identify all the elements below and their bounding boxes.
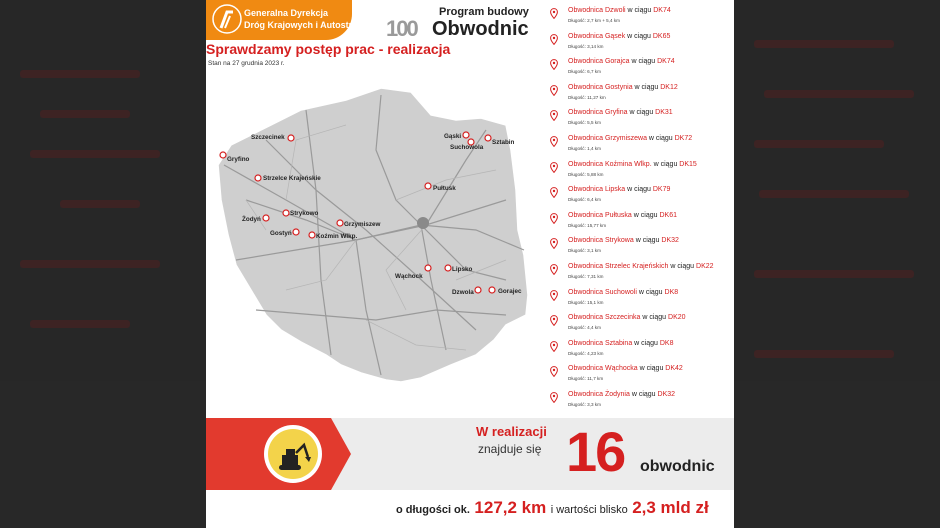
bypass-length: Długość: 7,31 km	[568, 273, 604, 279]
blurred-background-left	[0, 0, 206, 528]
bypass-title	[568, 84, 678, 91]
bypass-name: Obwodnica Lipska	[568, 186, 626, 194]
location-pin-icon	[550, 187, 558, 198]
svg-text:Lipsko: Lipsko	[452, 266, 473, 273]
list-item	[545, 337, 733, 363]
bypass-name: Obwodnica Grzymiszewa	[568, 134, 647, 142]
svg-text:Gostyń: Gostyń	[270, 230, 292, 237]
list-item	[545, 260, 733, 286]
bypass-length: Długość: 4,4 km	[568, 325, 601, 331]
list-item	[545, 311, 733, 337]
location-pin-icon	[550, 315, 558, 326]
bypass-name: Obwodnica Gąsek	[568, 32, 626, 40]
in-road-label: w ciągu	[627, 186, 651, 194]
program-logo	[386, 4, 536, 44]
road-number: DK79	[652, 186, 671, 194]
bypass-name: Obwodnica Pułtuska	[568, 211, 632, 219]
program-number: 100	[386, 16, 417, 41]
warsaw-marker	[417, 217, 429, 229]
bypass-name: Obwodnica Suchowoli	[568, 288, 637, 296]
list-item	[545, 388, 733, 414]
excavator-icon	[268, 429, 318, 479]
svg-text:Grzymiszew: Grzymiszew	[344, 221, 381, 228]
bypass-name: Obwodnica Dzwoli	[568, 7, 626, 14]
road-number: DK72	[674, 134, 693, 142]
road-number: DK32	[657, 390, 676, 398]
location-pin-icon	[550, 59, 558, 70]
location-pin-icon	[550, 213, 558, 224]
bypass-name: Obwodnica Gostynia	[568, 83, 633, 91]
bypass-title	[568, 33, 670, 40]
map-city-grzymiszew	[337, 220, 380, 228]
svg-text:Szczecinek: Szczecinek	[251, 134, 285, 141]
road-number: DK8	[659, 339, 674, 347]
bypass-length: Długość: 4,23 km	[568, 350, 604, 356]
bypass-length: Długość: 6,7 km	[568, 69, 601, 75]
in-road-label: w ciągu	[629, 109, 654, 117]
location-pin-icon	[550, 366, 558, 377]
red-arrow-shape	[331, 418, 351, 490]
list-item	[545, 30, 733, 56]
bypass-title	[568, 7, 671, 14]
in-road-label: w ciągu	[635, 237, 660, 245]
location-pin-icon	[550, 392, 558, 403]
in-road-label: w ciągu	[634, 83, 659, 91]
bypass-length: Długość: 1,4 km	[568, 145, 601, 151]
road-number: DK20	[668, 314, 686, 322]
bypass-length: Długość: 15,77 km	[568, 222, 607, 228]
org-name-line2: Dróg Krajowych i Autostrad	[244, 20, 363, 30]
bypass-title	[568, 391, 675, 398]
in-road-label: w ciągu	[670, 262, 695, 270]
road-number: DK22	[696, 262, 714, 270]
summary-count: 16	[566, 420, 625, 483]
svg-text:Pułtusk: Pułtusk	[433, 185, 456, 192]
total-value: 2,3 mld zł	[632, 498, 709, 517]
list-item	[545, 286, 733, 312]
svg-text:Sztabin: Sztabin	[492, 139, 515, 146]
map-city-kozmin	[309, 232, 358, 240]
bypass-length: Długość: 15,1 km	[568, 299, 604, 305]
status-date: Stan na 27 grudnia 2023 r.	[208, 60, 285, 67]
road-number: DK15	[679, 160, 697, 168]
bypass-length: Długość: 11,7 km	[568, 376, 604, 382]
svg-text:Gryfino: Gryfino	[227, 156, 250, 163]
bypass-title	[568, 263, 714, 270]
bypass-name: Obwodnica Żodynia	[568, 390, 630, 398]
gddkia-logo	[206, 0, 363, 40]
bypass-title	[568, 212, 677, 219]
road-number: DK61	[659, 211, 677, 219]
total-length: 127,2 km	[474, 498, 547, 517]
in-road-label: w ciągu	[633, 211, 658, 219]
location-pin-icon	[550, 85, 558, 96]
bypass-name: Obwodnica Szczecinka	[568, 314, 641, 322]
list-item	[545, 55, 733, 81]
location-pin-icon	[550, 136, 558, 147]
svg-text:Gąski: Gąski	[444, 133, 462, 140]
in-road-label: w ciągu	[634, 339, 658, 347]
svg-text:Koźmin Wlkp.: Koźmin Wlkp.	[316, 233, 358, 240]
bypass-title	[568, 109, 673, 116]
gddkia-road-icon	[212, 4, 242, 34]
infographic-poster	[206, 0, 734, 528]
summary-unit: obwodnic	[640, 458, 715, 475]
location-pin-icon	[550, 238, 558, 249]
bypass-length: Długość: 11,27 km	[568, 94, 606, 100]
bypass-title	[568, 161, 697, 168]
bypass-length: Długość: 5,5 km	[568, 120, 601, 126]
svg-text:Strykowo: Strykowo	[290, 210, 319, 217]
list-item	[545, 132, 733, 158]
bypass-length: Długość: 3,1 km	[568, 248, 601, 254]
in-road-label: w ciągu	[653, 160, 678, 168]
bypass-title	[568, 135, 692, 142]
svg-text:Wąchock: Wąchock	[395, 273, 423, 280]
summary-panel	[206, 418, 734, 528]
page-title: Sprawdzamy postęp prac - realizacja	[206, 41, 451, 57]
summary-in-progress: W realizacji	[476, 424, 547, 439]
list-item	[545, 183, 733, 209]
bypass-name: Obwodnica Koźmina Wlkp.	[568, 160, 652, 168]
bypass-name: Obwodnica Strzelec Krajeńskich	[568, 262, 669, 270]
road-number: DK31	[655, 109, 673, 117]
road-number: DK65	[652, 32, 671, 40]
in-road-label: w ciągu	[627, 32, 651, 40]
bypass-length: Długość: 3,14 km	[568, 43, 604, 49]
bypass-name: Obwodnica Strykowa	[568, 237, 634, 245]
bypass-name: Obwodnica Gorajca	[568, 58, 630, 66]
list-item	[545, 81, 733, 107]
in-road-label: w ciągu	[631, 390, 656, 398]
svg-text:Gorajec: Gorajec	[498, 288, 522, 295]
bypass-title	[568, 289, 678, 296]
road-number: DK74	[653, 7, 671, 14]
road-number: DK12	[660, 83, 678, 91]
location-pin-icon	[550, 34, 558, 45]
bypass-length: Długość: 3,3 km	[568, 401, 601, 407]
in-road-label: w ciągu	[627, 7, 652, 14]
bypass-title	[568, 58, 675, 65]
summary-totals	[396, 498, 709, 518]
svg-text:Żodyń: Żodyń	[242, 216, 261, 223]
bypass-title	[568, 314, 686, 321]
bypass-title	[568, 340, 673, 347]
in-road-label: w ciągu	[631, 58, 656, 66]
location-pin-icon	[550, 264, 558, 275]
bypass-list	[545, 4, 733, 414]
svg-text:Dzwola: Dzwola	[452, 289, 474, 296]
location-pin-icon	[550, 110, 558, 121]
bypass-title	[568, 237, 679, 244]
in-road-label: w ciągu	[638, 288, 663, 296]
in-road-label: w ciągu	[648, 134, 673, 142]
length-prefix: o długości ok.	[396, 504, 470, 516]
location-pin-icon	[550, 341, 558, 352]
road-number: DK42	[665, 365, 683, 373]
svg-text:Suchowola: Suchowola	[450, 144, 484, 151]
list-item	[545, 158, 733, 184]
bypass-name: Obwodnica Gryfina	[568, 109, 628, 117]
road-number: DK74	[657, 58, 675, 66]
list-item	[545, 234, 733, 260]
value-prefix: i wartości blisko	[550, 504, 628, 516]
location-pin-icon	[550, 290, 558, 301]
location-pin-icon	[550, 162, 558, 173]
list-item	[545, 209, 733, 235]
bypass-title	[568, 365, 683, 372]
program-title: Obwodnic	[432, 18, 529, 40]
program-subtitle: Program budowy	[439, 6, 529, 18]
in-road-label: w ciągu	[639, 365, 664, 373]
road-number: DK32	[661, 237, 679, 245]
summary-located: znajduje się	[478, 442, 542, 456]
location-pin-icon	[550, 8, 558, 19]
map-city-strzelce	[255, 175, 321, 182]
bypass-name: Obwodnica Sztabina	[568, 339, 633, 347]
in-road-label: w ciągu	[642, 314, 667, 322]
bypass-length: Długość: 6,4 km	[568, 197, 601, 203]
road-number: DK8	[664, 288, 679, 296]
svg-text:Strzelce Krajeńskie: Strzelce Krajeńskie	[263, 175, 321, 182]
poland-map	[206, 80, 544, 418]
list-item	[545, 106, 733, 132]
bypass-length: Długość: 5,88 km	[568, 171, 604, 177]
bypass-length: Długość: 2,7 km + 5,4 km	[568, 18, 620, 23]
list-item	[545, 4, 733, 30]
list-item	[545, 362, 733, 388]
org-name-line1: Generalna Dyrekcja	[244, 8, 329, 18]
bypass-name: Obwodnica Wąchocka	[568, 365, 638, 373]
excavator-badge	[264, 425, 322, 483]
bypass-title	[568, 186, 670, 193]
blurred-background-right	[734, 0, 940, 528]
